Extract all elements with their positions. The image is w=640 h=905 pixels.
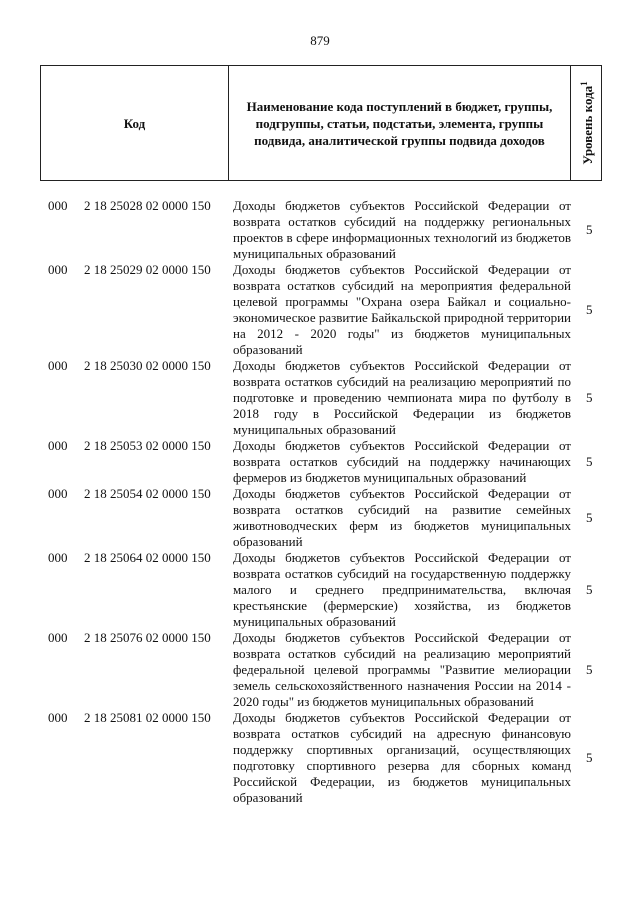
income-name: Доходы бюджетов субъектов Российской Федерации от возврата остатков субсидий на реализацию мероприятий федеральной целевой программы "Развитие мелиорации земель сельскохозяйственного назначения России на 2014 - 2020 годы" из бюджетов муниципальных образований [233,630,571,709]
header-name-text: Наименование кода поступлений в бюджет, группы, подгруппы, статьи, подстатьи, элемента, группы подвида, аналитической группы подвида доходов [246,98,553,148]
income-name: Доходы бюджетов субъектов Российской Федерации от возврата остатков субсидий на поддержку региональных проектов в сфере информационных технологий из бюджетов муниципальных образований [233,198,571,261]
table-row [0,486,640,550]
page-number: 879 [310,33,330,48]
table-row [0,198,640,262]
income-code: 2 18 25030 02 0000 150 [84,358,211,373]
admin-code: 000 [48,358,68,373]
income-name: Доходы бюджетов субъектов Российской Федерации от возврата остатков субсидий на развитие семейных животноводческих ферм из бюджетов муниципальных образований [233,486,571,549]
code-level: 5 [586,302,593,317]
income-code: 2 18 25064 02 0000 150 [84,550,211,565]
code-level: 5 [586,454,593,469]
table-row [0,262,640,358]
admin-code: 000 [48,262,68,277]
table-row [0,550,640,630]
admin-code: 000 [48,710,68,725]
table-row [0,630,640,710]
income-name: Доходы бюджетов субъектов Российской Федерации от возврата остатков субсидий на адресную финансовую поддержку спортивных организаций, осуществляющих подготовку спортивного резерва для сборных команд Российской Федерации, из бюджетов муниципальных образований [233,710,571,805]
header-name [229,66,571,181]
code-level: 5 [586,222,593,237]
code-level: 5 [586,390,593,405]
header-level [571,66,602,181]
header-code: Код [41,66,229,181]
admin-code: 000 [48,486,68,501]
income-code: 2 18 25076 02 0000 150 [84,630,211,645]
income-name: Доходы бюджетов субъектов Российской Федерации от возврата остатков субсидий на государственную поддержку малого и среднего предпринимательства, включая крестьянские (фермерские) хозяйства, из бюджетов муниципальных образований [233,550,571,629]
table-header [40,65,602,181]
admin-code: 000 [48,630,68,645]
income-name: Доходы бюджетов субъектов Российской Федерации от возврата остатков субсидий на мероприятия федеральной целевой программы "Охрана озера Байкал и социально-экономическое развитие Байкальской природной территории на 2012 - 2020 годы" из бюджетов муниципальных образований [233,262,571,357]
admin-code: 000 [48,438,68,453]
header-level-rotated [576,81,596,164]
income-code: 2 18 25029 02 0000 150 [84,262,211,277]
income-code: 2 18 25081 02 0000 150 [84,710,211,725]
code-level: 5 [586,582,593,597]
header-level-footnote: 1 [578,81,589,86]
income-code: 2 18 25053 02 0000 150 [84,438,211,453]
admin-code: 000 [48,550,68,565]
header-level-text: Уровень кода [580,85,596,165]
income-name: Доходы бюджетов субъектов Российской Федерации от возврата остатков субсидий на поддержку начинающих фермеров из бюджетов муниципальных образований [233,438,571,485]
table-row [0,438,640,486]
code-level: 5 [586,510,593,525]
code-level: 5 [586,750,593,765]
table-row [0,358,640,438]
table-row [0,710,640,806]
income-code-list [0,198,640,806]
code-level: 5 [586,662,593,677]
admin-code: 000 [48,198,68,213]
income-name: Доходы бюджетов субъектов Российской Федерации от возврата остатков субсидий на реализацию мероприятий по подготовке и проведению чемпионата мира по футболу в 2018 году в Российской Федерации из бюджетов муниципальных образований [233,358,571,437]
income-code: 2 18 25054 02 0000 150 [84,486,211,501]
income-code: 2 18 25028 02 0000 150 [84,198,211,213]
